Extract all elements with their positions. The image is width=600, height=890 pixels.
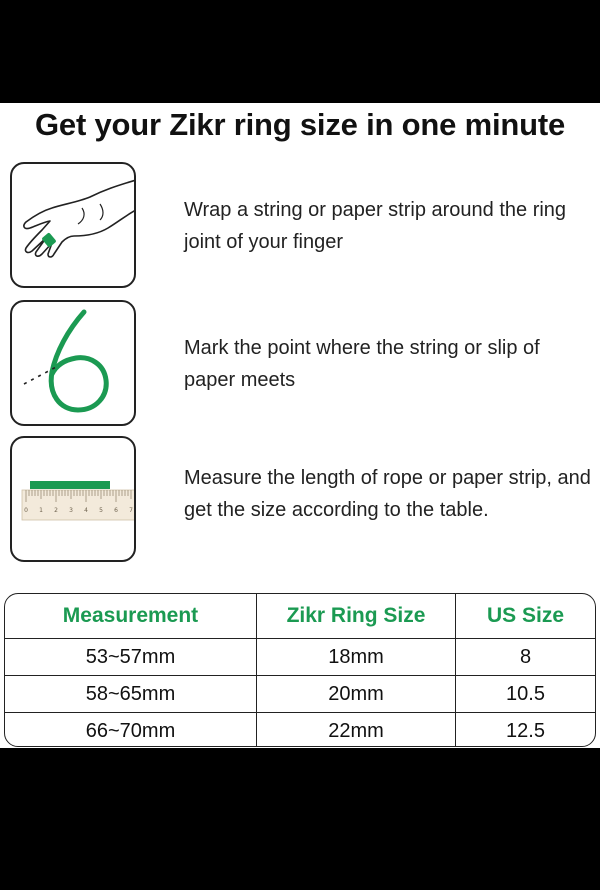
ruler-icon bbox=[10, 436, 136, 562]
header-us-size: US Size bbox=[456, 594, 596, 639]
page-title: Get your Zikr ring size in one minute bbox=[34, 107, 565, 142]
step-wrap bbox=[10, 436, 590, 564]
table-cell: 18mm bbox=[257, 639, 456, 676]
looped-strip-icon bbox=[10, 300, 136, 426]
table-cell: 8 bbox=[456, 639, 596, 676]
size-guide-panel bbox=[0, 103, 600, 748]
svg-text:5: 5 bbox=[99, 507, 103, 514]
size-table bbox=[4, 593, 596, 747]
header-zikr-ring-size: Zikr Ring Size bbox=[257, 594, 456, 639]
header-measurement: Measurement bbox=[5, 594, 257, 639]
svg-text:7: 7 bbox=[129, 507, 133, 514]
table-header-row bbox=[5, 594, 595, 639]
svg-text:6: 6 bbox=[114, 507, 118, 514]
svg-text:0: 0 bbox=[24, 507, 28, 514]
table-cell: 22mm bbox=[257, 713, 456, 748]
svg-text:4: 4 bbox=[84, 507, 88, 514]
hand-ring-icon bbox=[10, 162, 136, 288]
table-cell: 10.5 bbox=[456, 676, 596, 713]
step-wrap bbox=[10, 162, 590, 290]
table-cell: 58~65mm bbox=[5, 676, 257, 713]
svg-text:2: 2 bbox=[54, 507, 58, 514]
table-cell: 66~70mm bbox=[5, 713, 257, 748]
step-3-text: Measure the length of rope or paper strip, and get the size according to the table. bbox=[184, 467, 591, 521]
table-row bbox=[5, 676, 595, 713]
table-row bbox=[5, 639, 595, 676]
table-cell: 20mm bbox=[257, 676, 456, 713]
step-1-text: Wrap a string or paper strip around the ring joint of your finger bbox=[184, 199, 567, 253]
step-wrap bbox=[10, 300, 590, 428]
table-cell: 53~57mm bbox=[5, 639, 257, 676]
svg-text:1: 1 bbox=[39, 507, 43, 514]
table-row bbox=[5, 713, 595, 748]
step-2-text: Mark the point where the string or slip of paper meets bbox=[184, 337, 540, 391]
table-cell: 12.5 bbox=[456, 713, 596, 748]
svg-text:3: 3 bbox=[69, 507, 73, 514]
